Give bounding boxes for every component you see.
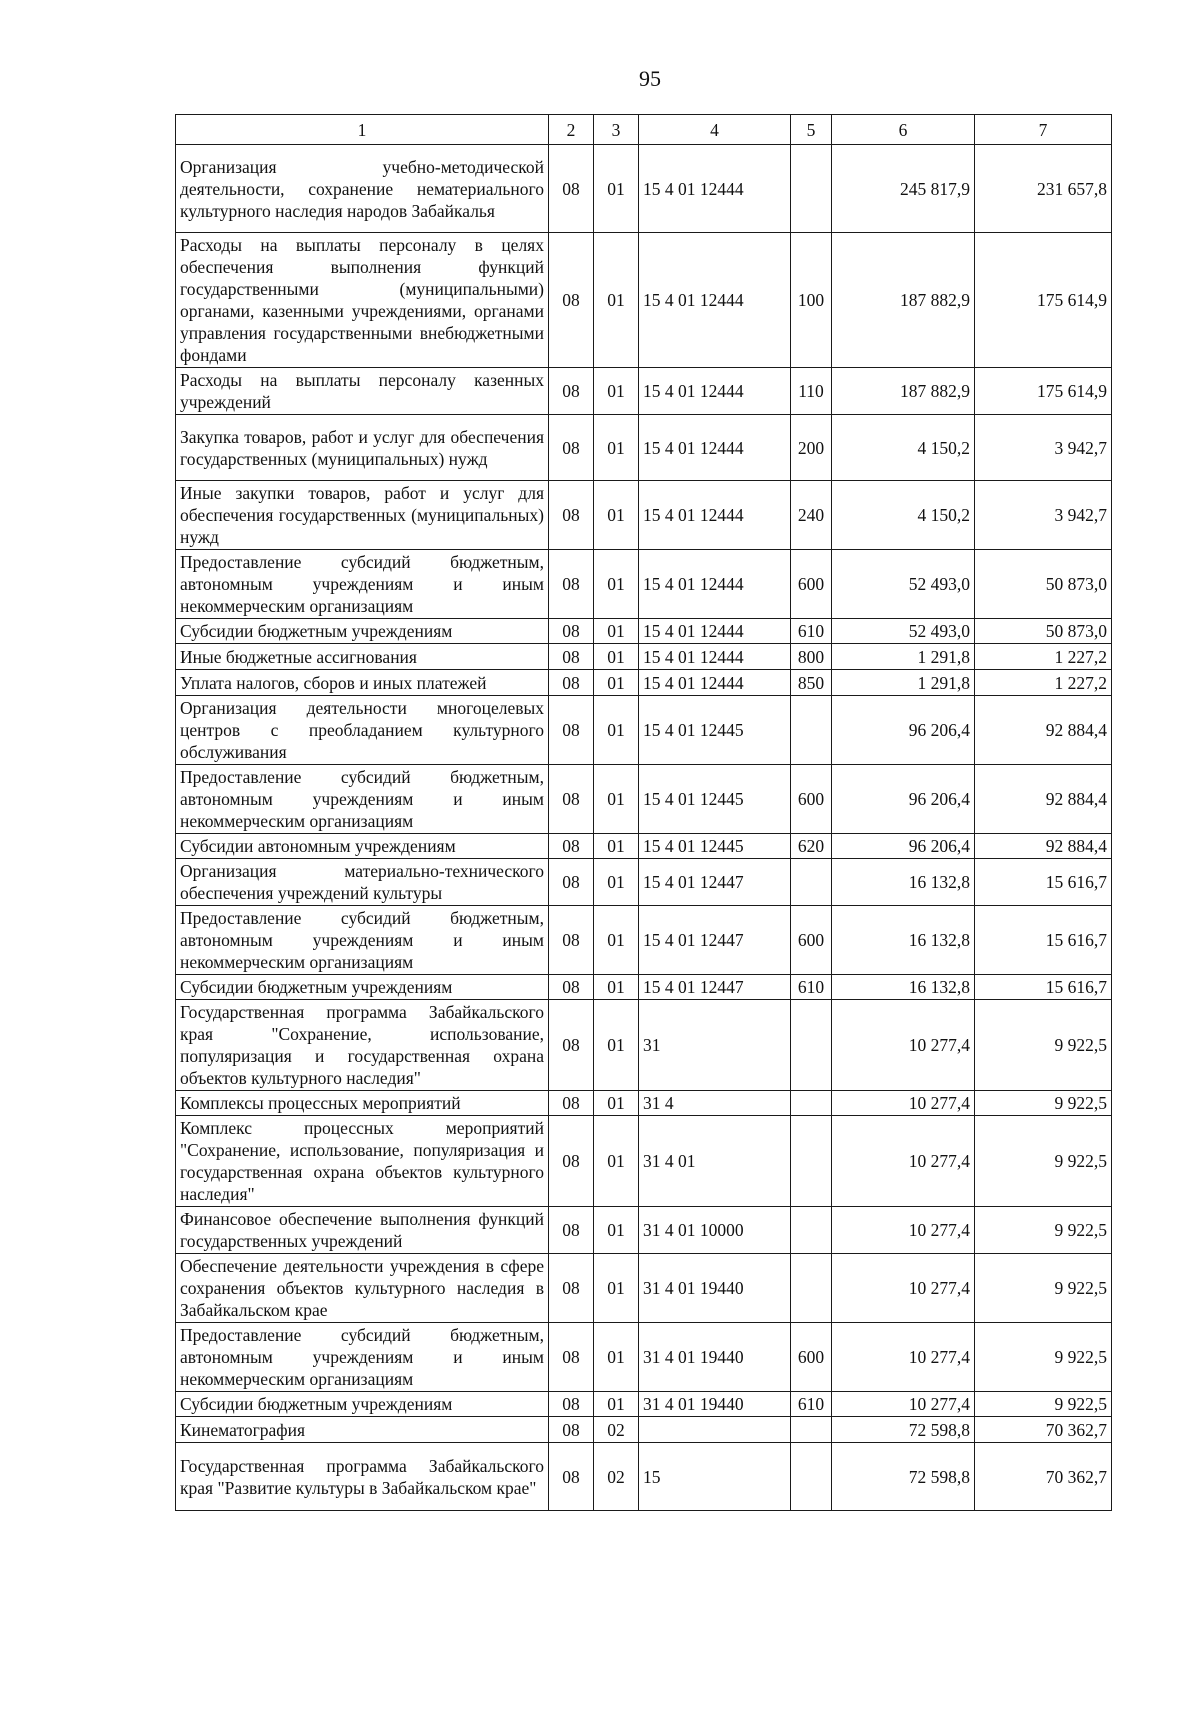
row-expense-type xyxy=(791,859,832,906)
row-section: 08 xyxy=(549,644,594,670)
row-target-code: 31 4 01 10000 xyxy=(639,1207,791,1254)
row-amount-year-1: 1 291,8 xyxy=(832,644,975,670)
row-section: 08 xyxy=(549,233,594,368)
row-section: 08 xyxy=(549,415,594,481)
row-expense-type xyxy=(791,696,832,765)
row-amount-year-2: 92 884,4 xyxy=(975,834,1112,859)
row-amount-year-1: 1 291,8 xyxy=(832,670,975,696)
row-target-code: 15 4 01 12447 xyxy=(639,975,791,1000)
row-subsection: 01 xyxy=(594,834,639,859)
row-amount-year-1: 10 277,4 xyxy=(832,1116,975,1207)
row-expense-type: 610 xyxy=(791,619,832,644)
table-row xyxy=(176,1323,1112,1392)
row-name: Кинематография xyxy=(176,1417,549,1443)
row-target-code: 15 4 01 12444 xyxy=(639,550,791,619)
row-target-code: 15 4 01 12444 xyxy=(639,644,791,670)
row-target-code: 31 4 xyxy=(639,1091,791,1116)
row-amount-year-2: 15 616,7 xyxy=(975,906,1112,975)
row-amount-year-2: 231 657,8 xyxy=(975,145,1112,233)
row-expense-type: 600 xyxy=(791,765,832,834)
row-target-code: 15 4 01 12445 xyxy=(639,834,791,859)
row-amount-year-2: 15 616,7 xyxy=(975,975,1112,1000)
row-amount-year-2: 92 884,4 xyxy=(975,696,1112,765)
table-row xyxy=(176,696,1112,765)
row-amount-year-1: 52 493,0 xyxy=(832,619,975,644)
row-name: Иные бюджетные ассигнования xyxy=(176,644,549,670)
row-amount-year-2: 92 884,4 xyxy=(975,765,1112,834)
row-subsection: 01 xyxy=(594,550,639,619)
row-amount-year-2: 9 922,5 xyxy=(975,1091,1112,1116)
row-section: 08 xyxy=(549,670,594,696)
row-expense-type: 850 xyxy=(791,670,832,696)
row-subsection: 01 xyxy=(594,1207,639,1254)
row-amount-year-1: 10 277,4 xyxy=(832,1323,975,1392)
row-expense-type xyxy=(791,145,832,233)
row-expense-type: 110 xyxy=(791,368,832,415)
row-expense-type: 620 xyxy=(791,834,832,859)
table-row xyxy=(176,1392,1112,1417)
row-amount-year-1: 72 598,8 xyxy=(832,1443,975,1511)
table-row xyxy=(176,1207,1112,1254)
row-target-code: 15 4 01 12447 xyxy=(639,906,791,975)
table-row xyxy=(176,481,1112,550)
row-expense-type: 610 xyxy=(791,975,832,1000)
column-header: 3 xyxy=(594,115,639,145)
row-amount-year-1: 10 277,4 xyxy=(832,1000,975,1091)
row-name: Государственная программа Забайкальского края "Сохранение, использование, популяризация и государственная охрана объектов культурного наследия" xyxy=(176,1000,549,1091)
row-section: 08 xyxy=(549,906,594,975)
row-amount-year-2: 15 616,7 xyxy=(975,859,1112,906)
row-expense-type xyxy=(791,1207,832,1254)
row-target-code: 15 4 01 12444 xyxy=(639,670,791,696)
row-section: 08 xyxy=(549,765,594,834)
column-header: 6 xyxy=(832,115,975,145)
row-target-code: 15 4 01 12445 xyxy=(639,765,791,834)
row-target-code: 31 4 01 19440 xyxy=(639,1323,791,1392)
row-amount-year-1: 16 132,8 xyxy=(832,859,975,906)
row-subsection: 01 xyxy=(594,368,639,415)
row-subsection: 02 xyxy=(594,1443,639,1511)
table-row xyxy=(176,550,1112,619)
table-row xyxy=(176,145,1112,233)
row-section: 08 xyxy=(549,481,594,550)
row-amount-year-2: 9 922,5 xyxy=(975,1000,1112,1091)
row-amount-year-1: 4 150,2 xyxy=(832,415,975,481)
row-name: Комплекс процессных мероприятий "Сохранение, использование, популяризация и государственная охрана объектов культурного наследия" xyxy=(176,1116,549,1207)
row-section: 08 xyxy=(549,1254,594,1323)
table-row xyxy=(176,975,1112,1000)
row-target-code: 15 xyxy=(639,1443,791,1511)
row-target-code: 15 4 01 12445 xyxy=(639,696,791,765)
row-expense-type: 800 xyxy=(791,644,832,670)
row-amount-year-1: 187 882,9 xyxy=(832,233,975,368)
row-name: Финансовое обеспечение выполнения функций государственных учреждений xyxy=(176,1207,549,1254)
row-amount-year-2: 175 614,9 xyxy=(975,368,1112,415)
row-section: 08 xyxy=(549,696,594,765)
row-amount-year-2: 9 922,5 xyxy=(975,1323,1112,1392)
row-name: Организация деятельности многоцелевых центров с преобладанием культурного обслуживания xyxy=(176,696,549,765)
row-subsection: 01 xyxy=(594,1091,639,1116)
row-name: Субсидии автономным учреждениям xyxy=(176,834,549,859)
row-amount-year-1: 10 277,4 xyxy=(832,1207,975,1254)
table-row xyxy=(176,1091,1112,1116)
row-section: 08 xyxy=(549,1392,594,1417)
row-target-code: 31 4 01 19440 xyxy=(639,1392,791,1417)
table-row xyxy=(176,619,1112,644)
row-target-code: 15 4 01 12444 xyxy=(639,368,791,415)
row-name: Субсидии бюджетным учреждениям xyxy=(176,619,549,644)
row-subsection: 01 xyxy=(594,145,639,233)
row-subsection: 01 xyxy=(594,906,639,975)
row-amount-year-2: 50 873,0 xyxy=(975,619,1112,644)
row-amount-year-2: 3 942,7 xyxy=(975,481,1112,550)
row-name: Иные закупки товаров, работ и услуг для обеспечения государственных (муниципальных) нужд xyxy=(176,481,549,550)
row-section: 08 xyxy=(549,145,594,233)
row-name: Предоставление субсидий бюджетным, автономным учреждениям и иным некоммерческим организациям xyxy=(176,550,549,619)
row-amount-year-1: 16 132,8 xyxy=(832,975,975,1000)
row-amount-year-2: 9 922,5 xyxy=(975,1254,1112,1323)
row-section: 08 xyxy=(549,859,594,906)
row-section: 08 xyxy=(549,1116,594,1207)
row-expense-type xyxy=(791,1443,832,1511)
row-expense-type: 100 xyxy=(791,233,832,368)
row-amount-year-2: 70 362,7 xyxy=(975,1443,1112,1511)
row-target-code xyxy=(639,1417,791,1443)
row-section: 08 xyxy=(549,1091,594,1116)
table-row xyxy=(176,644,1112,670)
row-subsection: 01 xyxy=(594,975,639,1000)
row-expense-type: 600 xyxy=(791,550,832,619)
row-amount-year-1: 96 206,4 xyxy=(832,765,975,834)
row-subsection: 01 xyxy=(594,1116,639,1207)
row-amount-year-1: 96 206,4 xyxy=(832,834,975,859)
row-section: 08 xyxy=(549,1443,594,1511)
row-subsection: 01 xyxy=(594,670,639,696)
column-header: 2 xyxy=(549,115,594,145)
row-section: 08 xyxy=(549,834,594,859)
table-row xyxy=(176,765,1112,834)
row-target-code: 15 4 01 12444 xyxy=(639,233,791,368)
row-expense-type xyxy=(791,1254,832,1323)
row-amount-year-2: 70 362,7 xyxy=(975,1417,1112,1443)
row-section: 08 xyxy=(549,1323,594,1392)
table-row xyxy=(176,415,1112,481)
table-row xyxy=(176,834,1112,859)
row-subsection: 01 xyxy=(594,415,639,481)
row-name: Предоставление субсидий бюджетным, автономным учреждениям и иным некоммерческим организациям xyxy=(176,765,549,834)
row-section: 08 xyxy=(549,1417,594,1443)
row-name: Предоставление субсидий бюджетным, автономным учреждениям и иным некоммерческим организациям xyxy=(176,906,549,975)
row-amount-year-1: 10 277,4 xyxy=(832,1254,975,1323)
header-row xyxy=(176,115,1112,145)
row-subsection: 01 xyxy=(594,1323,639,1392)
row-amount-year-2: 1 227,2 xyxy=(975,670,1112,696)
row-expense-type xyxy=(791,1116,832,1207)
row-expense-type: 200 xyxy=(791,415,832,481)
row-amount-year-2: 50 873,0 xyxy=(975,550,1112,619)
row-expense-type xyxy=(791,1417,832,1443)
row-amount-year-1: 52 493,0 xyxy=(832,550,975,619)
row-name: Государственная программа Забайкальского края "Развитие культуры в Забайкальском крае" xyxy=(176,1443,549,1511)
row-expense-type xyxy=(791,1091,832,1116)
row-amount-year-1: 4 150,2 xyxy=(832,481,975,550)
row-amount-year-1: 72 598,8 xyxy=(832,1417,975,1443)
column-header: 1 xyxy=(176,115,549,145)
column-header: 7 xyxy=(975,115,1112,145)
row-subsection: 01 xyxy=(594,1392,639,1417)
row-name: Субсидии бюджетным учреждениям xyxy=(176,975,549,1000)
row-name: Субсидии бюджетным учреждениям xyxy=(176,1392,549,1417)
row-name: Расходы на выплаты персоналу в целях обеспечения выполнения функций государственными (муниципальными) органами, казенными учреждениями, органами управления государственными внебюджетными фондами xyxy=(176,233,549,368)
row-section: 08 xyxy=(549,550,594,619)
row-subsection: 01 xyxy=(594,619,639,644)
row-section: 08 xyxy=(549,619,594,644)
row-name: Расходы на выплаты персоналу казенных учреждений xyxy=(176,368,549,415)
column-header: 4 xyxy=(639,115,791,145)
table-row xyxy=(176,906,1112,975)
budget-table xyxy=(175,114,1112,1511)
row-amount-year-1: 96 206,4 xyxy=(832,696,975,765)
row-section: 08 xyxy=(549,1000,594,1091)
row-target-code: 15 4 01 12444 xyxy=(639,145,791,233)
row-section: 08 xyxy=(549,975,594,1000)
table-row xyxy=(176,859,1112,906)
row-amount-year-2: 9 922,5 xyxy=(975,1116,1112,1207)
row-expense-type: 240 xyxy=(791,481,832,550)
row-name: Уплата налогов, сборов и иных платежей xyxy=(176,670,549,696)
row-expense-type: 610 xyxy=(791,1392,832,1417)
row-amount-year-2: 9 922,5 xyxy=(975,1392,1112,1417)
row-name: Закупка товаров, работ и услуг для обеспечения государственных (муниципальных) нужд xyxy=(176,415,549,481)
table-row xyxy=(176,1116,1112,1207)
table-row xyxy=(176,670,1112,696)
row-amount-year-2: 175 614,9 xyxy=(975,233,1112,368)
row-target-code: 15 4 01 12444 xyxy=(639,415,791,481)
row-name: Обеспечение деятельности учреждения в сфере сохранения объектов культурного наследия в Забайкальском крае xyxy=(176,1254,549,1323)
table-row xyxy=(176,233,1112,368)
row-target-code: 15 4 01 12444 xyxy=(639,481,791,550)
row-amount-year-2: 3 942,7 xyxy=(975,415,1112,481)
row-section: 08 xyxy=(549,368,594,415)
row-amount-year-2: 9 922,5 xyxy=(975,1207,1112,1254)
row-name: Комплексы процессных мероприятий xyxy=(176,1091,549,1116)
table-row xyxy=(176,1254,1112,1323)
row-section: 08 xyxy=(549,1207,594,1254)
row-subsection: 01 xyxy=(594,1254,639,1323)
row-name: Организация материально-технического обеспечения учреждений культуры xyxy=(176,859,549,906)
table-row xyxy=(176,1000,1112,1091)
row-name: Организация учебно-методической деятельности, сохранение нематериального культурного наследия народов Забайкалья xyxy=(176,145,549,233)
row-amount-year-1: 16 132,8 xyxy=(832,906,975,975)
row-target-code: 31 4 01 xyxy=(639,1116,791,1207)
row-target-code: 15 4 01 12444 xyxy=(639,619,791,644)
row-expense-type: 600 xyxy=(791,1323,832,1392)
row-subsection: 01 xyxy=(594,233,639,368)
row-expense-type: 600 xyxy=(791,906,832,975)
row-subsection: 01 xyxy=(594,1000,639,1091)
column-header: 5 xyxy=(791,115,832,145)
row-subsection: 01 xyxy=(594,481,639,550)
page-number: 95 xyxy=(639,66,661,91)
table-row xyxy=(176,1417,1112,1443)
row-name: Предоставление субсидий бюджетным, автономным учреждениям и иным некоммерческим организациям xyxy=(176,1323,549,1392)
row-amount-year-1: 10 277,4 xyxy=(832,1392,975,1417)
row-subsection: 02 xyxy=(594,1417,639,1443)
row-subsection: 01 xyxy=(594,765,639,834)
row-target-code: 15 4 01 12447 xyxy=(639,859,791,906)
row-subsection: 01 xyxy=(594,696,639,765)
table-row xyxy=(176,368,1112,415)
row-target-code: 31 4 01 19440 xyxy=(639,1254,791,1323)
row-subsection: 01 xyxy=(594,859,639,906)
table-row xyxy=(176,1443,1112,1511)
row-amount-year-1: 245 817,9 xyxy=(832,145,975,233)
row-expense-type xyxy=(791,1000,832,1091)
row-amount-year-1: 10 277,4 xyxy=(832,1091,975,1116)
row-amount-year-2: 1 227,2 xyxy=(975,644,1112,670)
row-subsection: 01 xyxy=(594,644,639,670)
row-amount-year-1: 187 882,9 xyxy=(832,368,975,415)
row-target-code: 31 xyxy=(639,1000,791,1091)
